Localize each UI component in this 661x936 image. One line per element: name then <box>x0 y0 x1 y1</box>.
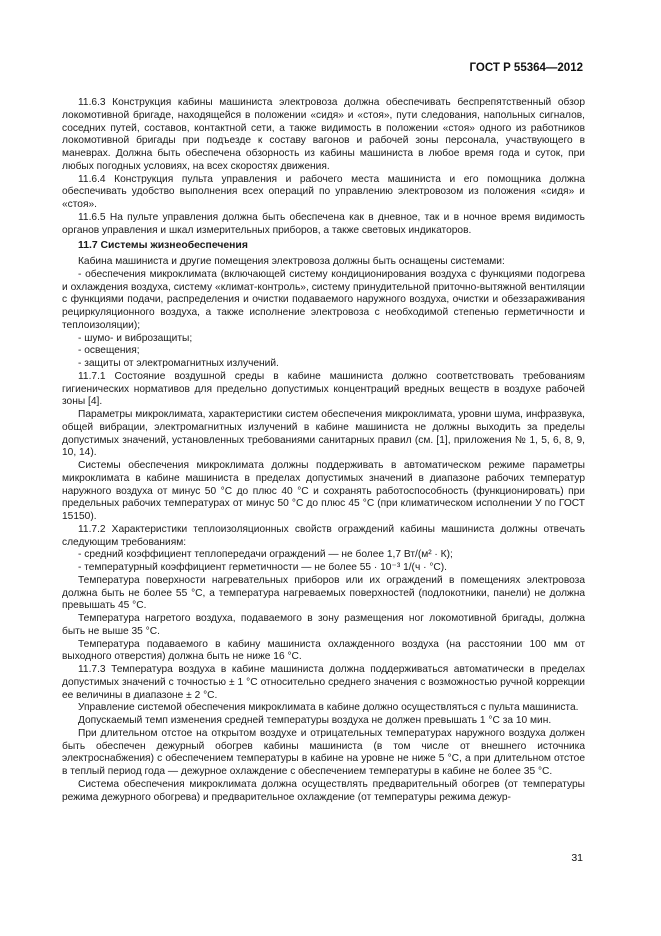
list-item-heat-transfer: - средний коэффициент теплопередачи ограждений — не более 1,7 Вт/(м² · К); <box>78 549 453 561</box>
page-number: 31 <box>571 852 583 864</box>
paragraph-preheat: Система обеспечения микроклимата должна осуществлять предварительный обогрев (от температуры режима дежурного обогрева) и предварительное охлаждение (от температуры режима дежур- <box>62 778 585 803</box>
paragraph-intro: Кабина машиниста и другие помещения электровоза должны быть оснащены системами: <box>78 256 505 267</box>
paragraph-microclimate-systems: Системы обеспечения микроклимата должны поддерживать в автоматическом режиме параметры микроклимата в кабине машиниста в пределах допустимых значений в диапазоне рабочих температур наружного воздуха от минус 50 °С до плюс 40 °С и сохранять работоспособность (функционировать) при предельных рабочих температурах от минус 50 °С до плюс 45 °С (при климатическом исполнении У по ГОСТ 15150). <box>62 460 585 522</box>
paragraph-11-6-5: 11.6.5 На пульте управления должна быть обеспечена как в дневное, так и в ночное время видимость органов управления и шкал измерительных приборов, а также световых индикаторов. <box>62 211 585 236</box>
paragraph-heater-temp: Температура поверхности нагревательных приборов или их ограждений в помещениях электровоза должна быть не более 55 °С, а температура нагреваемых поверхностей (подлокотники, панели) не должна превышать 45 °С. <box>62 574 585 612</box>
list-item-microclimate: - обеспечения микроклимата (включающей систему кондиционирования воздуха с функциями подогрева и охлаждения воздуха, систему «климат-контроль», систему принудительной приточно-вытяжной вентиляции с функциями подачи, распределения и очистки подаваемого наружного воздуха, очистки и обеззараживания рециркуляционного воздуха, а также исполнение электровоза с необходимой степенью герметичности и теплоизоляции); <box>62 268 585 331</box>
list-item-tightness: - температурный коэффициент герметичности — не более 55 · 10⁻³ 1/(ч · °С). <box>78 562 447 573</box>
paragraph-control: Управление системой обеспечения микроклимата в кабине должно осуществляться с пульта машиниста. <box>78 702 579 714</box>
paragraph-11-6-3: 11.6.3 Конструкция кабины машиниста электровоза должна обеспечивать беспрепятственный обзор локомотивной бригаде, находящейся в положении «сидя» и «стоя», пути следования, напольных сигналов, соседних путей, составов, контактной сети, а также видимость в положении «стоя» одного из работников локомотивной бригады при подъезде к составу вагонов и рабочей зоны персонала, участвующего в маневрах. Должна быть обеспечена обзорность из кабины машиниста в любое время года и суток, при любых погодных условиях, на всех скоростях движения. <box>62 97 585 172</box>
paragraph-microclimate-params: Параметры микроклимата, характеристики систем обеспечения микроклимата, уровни шума, инфразвука, общей вибрации, электромагнитных излучений в кабине машиниста не должны выходить за пределы допустимых значений, установленных требованиями санитарных правил (см. [1], приложения № 1, 5, 6, 8, 9, 10, 14). <box>62 409 585 459</box>
list-item-noise: - шумо- и виброзащиты; <box>78 332 193 344</box>
paragraph-11-7-2: 11.7.2 Характеристики теплоизоляционных свойств ограждений кабины машиниста должны отвечать следующим требованиям: <box>62 523 585 548</box>
paragraph-cooled-air: Температура подаваемого в кабину машиниста охлажденного воздуха (на расстоянии 100 мм от выходного отверстия) должна быть не ниже 16 °С. <box>62 638 585 663</box>
paragraph-11-7-1: 11.7.1 Состояние воздушной среды в кабине машиниста должно соответствовать требованиям гигиенических нормативов для предельно допустимых концентраций вредных веществ в воздухе рабочей зоны [4]. <box>62 370 585 408</box>
paragraph-heated-air: Температура нагретого воздуха, подаваемого в зону размещения ног локомотивной бригады, должна быть не выше 35 °С. <box>62 613 585 637</box>
document-body <box>62 97 585 804</box>
document-header: ГОСТ Р 55364—2012 <box>469 62 583 74</box>
section-heading-11-7: 11.7 Системы жизнеобеспечения <box>78 240 248 252</box>
paragraph-11-6-4: 11.6.4 Конструкция пульта управления и рабочего места машиниста и его помощника должна обеспечивать удобство выполнения всех операций по управлению электровозом из положения «сидя» и «стоя». <box>62 173 585 210</box>
list-item-em-protection: - защиты от электромагнитных излучений. <box>78 358 279 369</box>
paragraph-temp-rate: Допускаемый темп изменения средней температуры воздуха не должен превышать 1 °С за 10 мин. <box>78 715 552 726</box>
paragraph-standby: При длительном отстое на открытом воздухе и отрицательных температурах наружного воздуха должен быть обеспечен дежурный обогрев кабины машиниста (в том числе от внешнего источника электроснабжения) с обеспечением температуры в кабине на уровне не ниже 5 °С, а при длительном отстое в теплый период года — дежурное охлаждение с обеспечением температуры в кабине не более 35 °С. <box>62 727 585 777</box>
paragraph-11-7-3: 11.7.3 Температура воздуха в кабине машиниста должна поддерживаться автоматически в пределах допустимых значений с точностью ± 1 °С относительно среднего значения с возможностью ручной коррекции ее величины в диапазоне ± 2 °С. <box>62 664 585 701</box>
list-item-lighting: - освещения; <box>78 345 140 357</box>
